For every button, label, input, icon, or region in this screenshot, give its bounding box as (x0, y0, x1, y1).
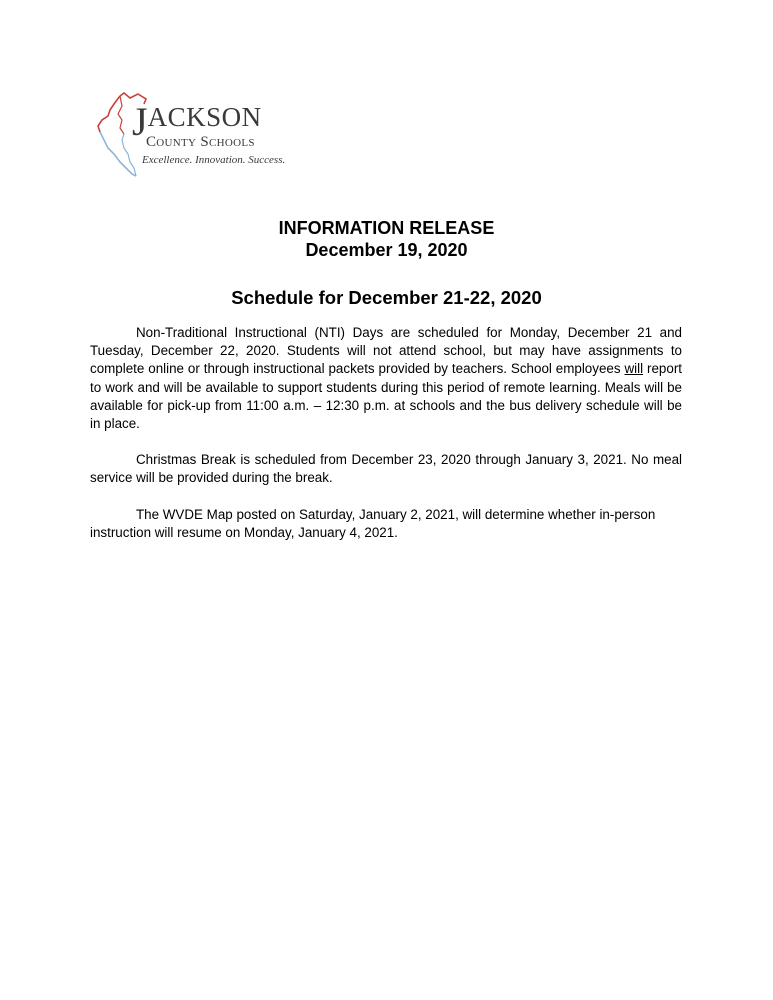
document-subtitle: Schedule for December 21-22, 2020 (231, 287, 542, 308)
paragraph-nti-days (90, 324, 682, 433)
document-date: December 19, 2020 (305, 240, 468, 260)
logo-name-rest: ACKSON (147, 102, 262, 132)
document-body (90, 324, 682, 560)
logo-big-letter: J (132, 99, 148, 144)
paragraph-wvde-map: The WVDE Map posted on Saturday, January 2, 2021, will determine whether in-person instruction will resume on Monday, January 4, 2021. (90, 506, 656, 540)
jackson-county-schools-logo (94, 90, 294, 182)
paragraph-nti-part2: report to work and will be available to support students during this period of remote learning. Meals will be available for pick-up from 11:00 a.m. – 12:30 p.m. at schools and the bus delivery schedule will be in place. (90, 361, 683, 432)
paragraph-nti-part1: Non-Traditional Instructional (NTI) Days are scheduled for Monday, December 21 and Tuesday, December 22, 2020. Students will not attend school, but may have assignments to complete online or through instructional packets provided by teachers. School employees (90, 325, 682, 377)
paragraph-nti-emphasis: will (624, 361, 644, 377)
logo-wordmark (132, 99, 286, 166)
paragraph-christmas-break: Christmas Break is scheduled from December 23, 2020 through January 3, 2021. No meal service will be provided during the break. (90, 452, 682, 486)
logo-county-schools: County Schools (146, 134, 255, 150)
logo-tagline: Excellence. Innovation. Success. (142, 154, 286, 166)
document-title: INFORMATION RELEASE (278, 218, 495, 238)
